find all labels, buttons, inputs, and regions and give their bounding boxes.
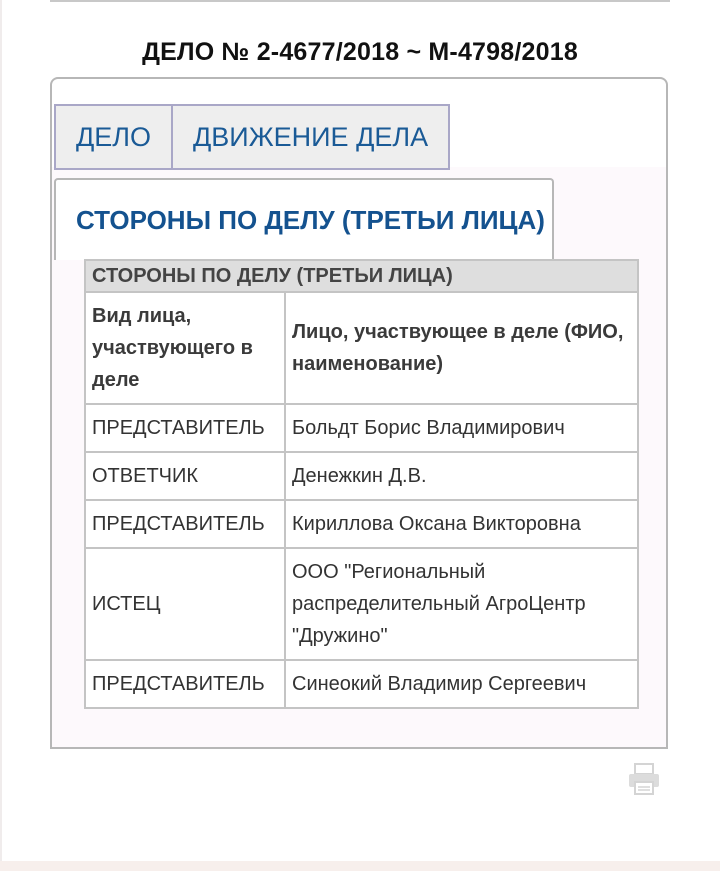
party-name-cell: Кириллова Оксана Викторовна [285, 500, 638, 548]
case-panel [50, 77, 668, 749]
table-row [85, 500, 638, 548]
printer-icon[interactable] [627, 762, 661, 796]
header-party-type: Вид лица, участвующего в деле [85, 292, 285, 404]
party-type-cell: ОТВЕТЧИК [85, 452, 285, 500]
party-name-cell: Синеокий Владимир Сергеевич [285, 660, 638, 708]
tab-case-movement[interactable]: ДВИЖЕНИЕ ДЕЛА [173, 104, 450, 170]
parties-table [84, 259, 639, 709]
parties-table-container [84, 259, 637, 709]
tab-case[interactable]: ДЕЛО [54, 104, 173, 170]
table-header-row [85, 292, 638, 404]
party-type-cell: ПРЕДСТАВИТЕЛЬ [85, 404, 285, 452]
table-row [85, 660, 638, 708]
header-party-name: Лицо, участвующее в деле (ФИО, наименование) [285, 292, 638, 404]
table-caption: СТОРОНЫ ПО ДЕЛУ (ТРЕТЬИ ЛИЦА) [85, 260, 638, 292]
party-name-cell: Больдт Борис Владимирович [285, 404, 638, 452]
table-row [85, 404, 638, 452]
printer-icon-graphic [627, 762, 661, 796]
party-type-cell: ИСТЕЦ [85, 548, 285, 660]
table-row [85, 548, 638, 660]
party-type-cell: ПРЕДСТАВИТЕЛЬ [85, 500, 285, 548]
party-type-cell: ПРЕДСТАВИТЕЛЬ [85, 660, 285, 708]
tab-bar [54, 104, 450, 170]
party-name-cell: ООО "Региональный распределительный АгроЦентр "Дружино" [285, 548, 638, 660]
party-name-cell: Денежкин Д.В. [285, 452, 638, 500]
tab-parties-third-persons[interactable]: СТОРОНЫ ПО ДЕЛУ (ТРЕТЬИ ЛИЦА) [54, 178, 554, 260]
bottom-strip [0, 861, 720, 871]
top-divider [50, 0, 670, 2]
table-caption-row [85, 260, 638, 292]
table-row [85, 452, 638, 500]
case-title: ДЕЛО № 2-4677/2018 ~ М-4798/2018 [142, 38, 578, 66]
left-rule [0, 0, 2, 861]
